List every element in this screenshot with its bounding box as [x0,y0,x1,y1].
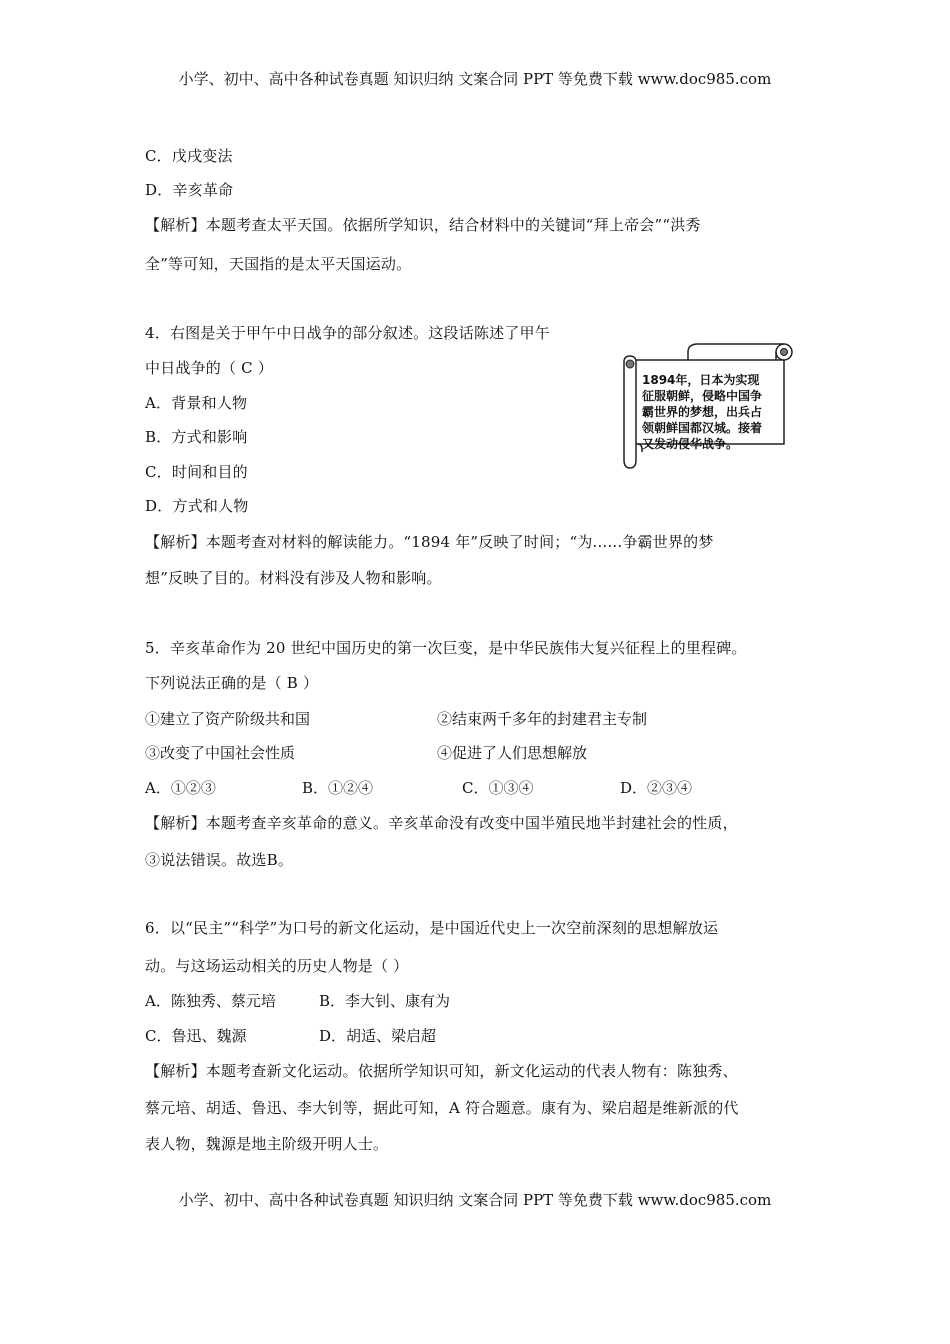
q6-analysis-line-3: 表人物，魏源是地主阶级开明人士。 [145,1135,389,1153]
q4-option-c: C．时间和目的 [145,463,248,481]
q5-option-d: D．②③④ [620,779,693,797]
q5-analysis-line-2: ③说法错误。故选B。 [145,851,294,869]
scroll-illustration [618,340,798,472]
q4-analysis-line-1: 【解析】本题考查对材料的解读能力。“1894 年”反映了时间；“为......争霸世界的梦 [145,533,714,551]
q4-stem-line-2: 中日战争的（ C ） [145,359,274,377]
q5-stem-line-1: 5．辛亥革命作为 20 世纪中国历史的第一次巨变，是中华民族伟大复兴征程上的里程碑。 [145,639,747,657]
q3-analysis-line-2: 全”等可知，天国指的是太平天国运动。 [145,255,412,273]
q5-items-row-2 [145,743,785,763]
q5-option-c: C．①③④ [462,779,534,797]
q6-option-b: B．李大钊、康有为 [319,992,451,1010]
q4-option-a: A．背景和人物 [145,394,248,412]
scroll-text: 1894年，日本为实现征服朝鲜，侵略中国争霸世界的梦想，出兵占领朝鲜国都汉城。接着又发动侵华战争。 [642,373,763,451]
page-header: 小学、初中、高中各种试卷真题 知识归纳 文案合同 PPT 等免费下载 www.doc985.com [178,70,772,88]
q5-analysis-line-1: 【解析】本题考查辛亥革命的意义。辛亥革命没有改变中国半殖民地半封建社会的性质， [145,814,738,832]
q6-option-a: A．陈独秀、蔡元培 [145,992,276,1010]
page-footer: 小学、初中、高中各种试卷真题 知识归纳 文案合同 PPT 等免费下载 www.doc985.com [178,1191,772,1209]
q5-stem-line-2: 下列说法正确的是（ B ） [145,674,319,692]
q6-stem-line-1: 6．以“民主”“科学”为口号的新文化运动，是中国近代史上一次空前深刻的思想解放运 [145,919,719,937]
q5-item-1: ①建立了资产阶级共和国 [145,710,311,728]
q4-analysis-line-2: 想”反映了目的。材料没有涉及人物和影响。 [145,569,442,587]
q6-option-c: C．鲁迅、魏源 [145,1027,247,1045]
q6-options-row-2 [145,1026,785,1046]
q5-items-row-1 [145,709,785,729]
q4-stem-line-1: 4．右图是关于甲午中日战争的部分叙述。这段话陈述了甲午 [145,324,550,342]
q3-option-c: C．戊戌变法 [145,147,233,165]
q4-option-d: D．方式和人物 [145,497,249,515]
q5-item-3: ③改变了中国社会性质 [145,744,296,762]
q6-stem-line-2: 动。与这场运动相关的历史人物是（ ） [145,957,409,975]
q6-options-row-1 [145,991,785,1011]
q5-options-row [145,778,785,798]
q6-option-d: D．胡适、梁启超 [319,1027,437,1045]
q5-item-4: ④促进了人们思想解放 [437,744,588,762]
q5-item-2: ②结束两千多年的封建君主专制 [437,710,648,728]
q4-option-b: B．方式和影响 [145,428,248,446]
q3-analysis-line-1: 【解析】本题考查太平天国。依据所学知识，结合材料中的关键词“拜上帝会”“洪秀 [145,216,701,234]
q6-analysis-line-2: 蔡元培、胡适、鲁迅、李大钊等，据此可知，A 符合题意。康有为、梁启超是维新派的代 [145,1099,739,1117]
q6-analysis-line-1: 【解析】本题考查新文化运动。依据所学知识可知，新文化运动的代表人物有：陈独秀、 [145,1062,738,1080]
q3-option-d: D．辛亥革命 [145,181,234,199]
q5-option-b: B．①②④ [302,779,374,797]
q5-option-a: A．①②③ [145,779,216,797]
